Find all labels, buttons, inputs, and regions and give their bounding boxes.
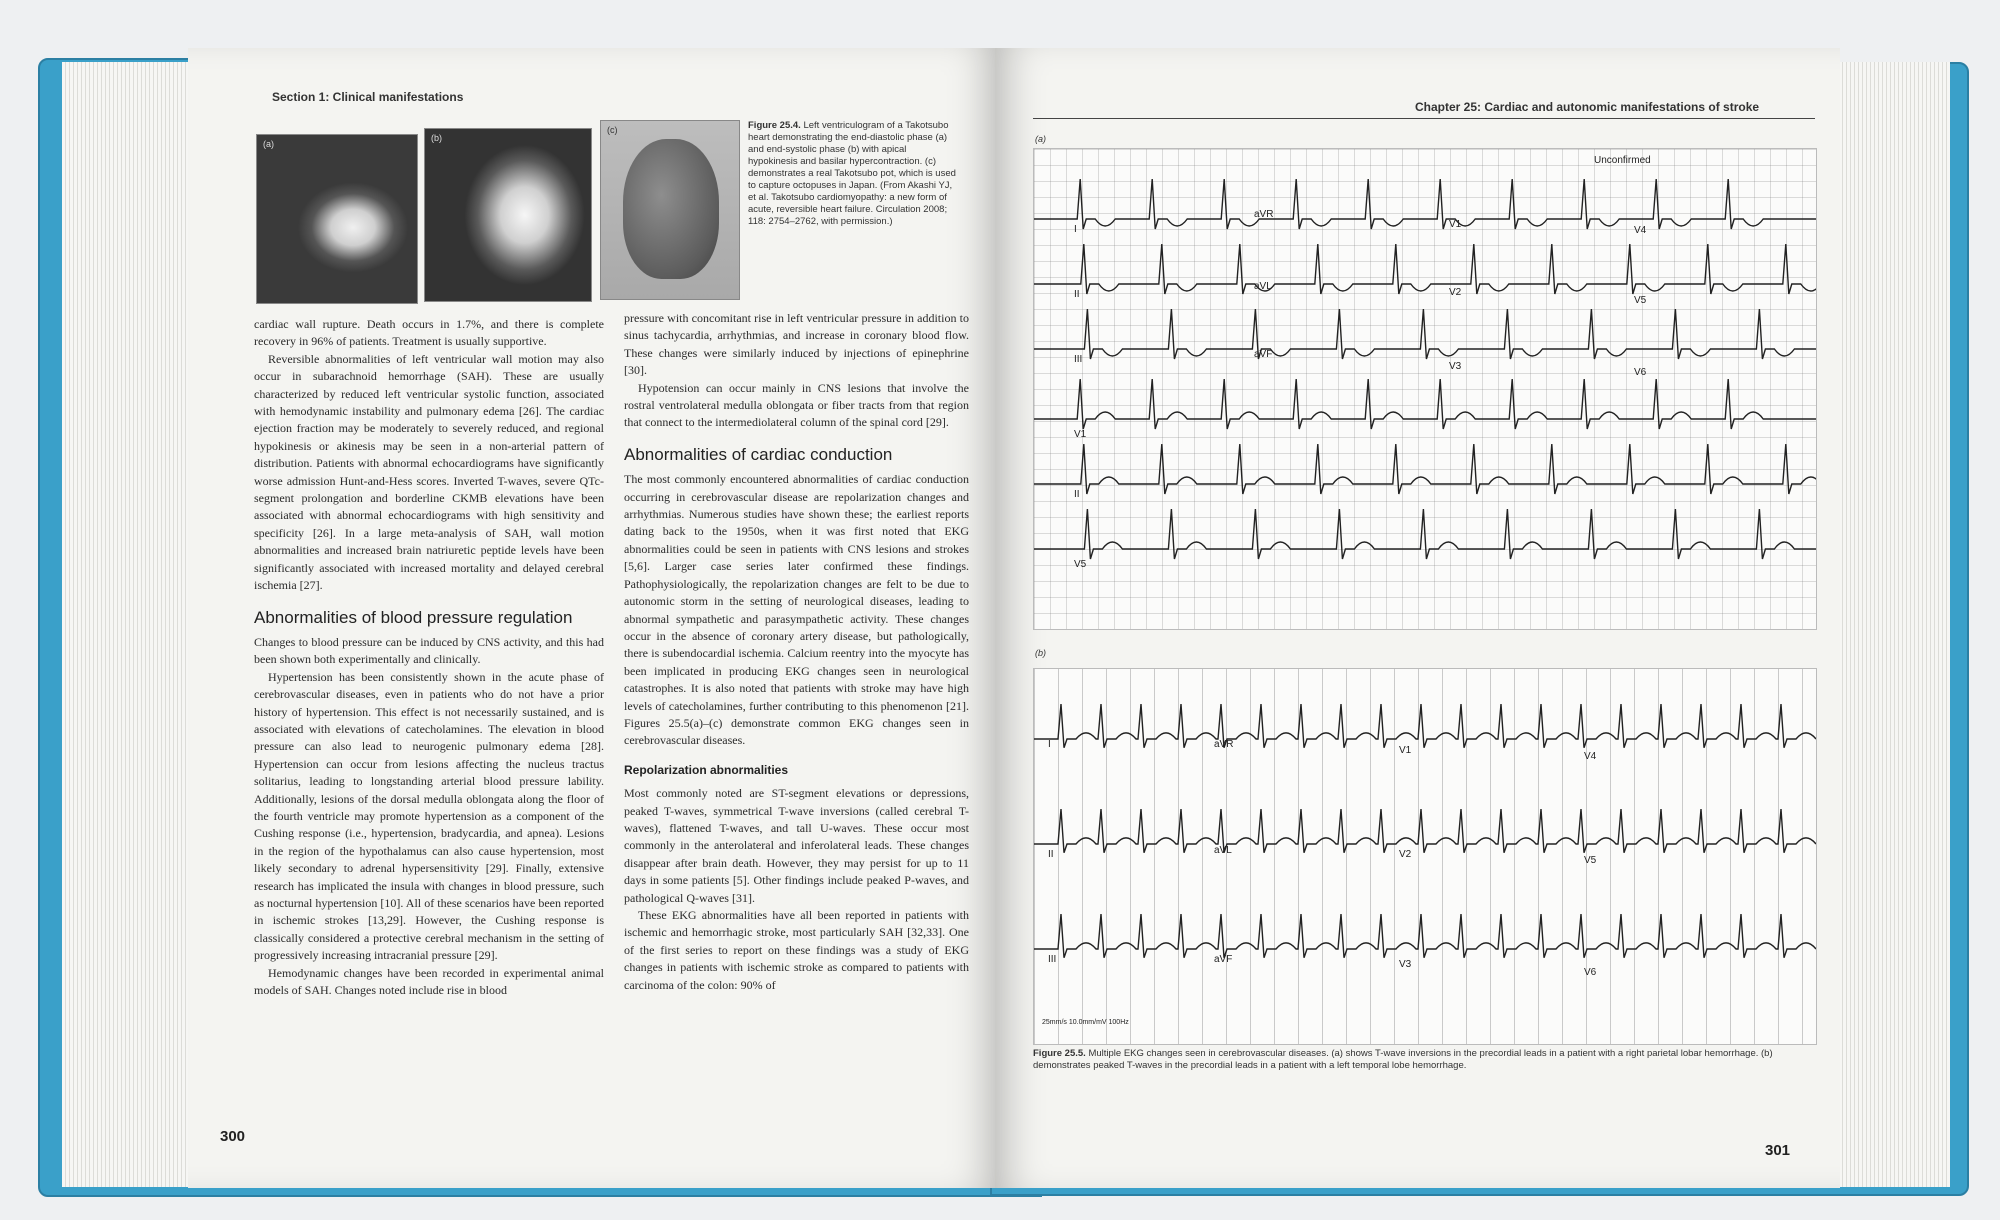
- lead-label: V4: [1634, 225, 1647, 236]
- lead-label: V2: [1449, 287, 1462, 298]
- ecg-trace-line: [1034, 309, 1816, 359]
- figure-25-4-caption: [748, 120, 958, 228]
- lead-label: I: [1074, 224, 1077, 235]
- ecg-tracing-b: [1033, 668, 1817, 1045]
- figure-25-4-label: Figure 25.4.: [748, 120, 801, 131]
- lead-label: V3: [1399, 959, 1412, 970]
- ecg-trace-line: [1034, 244, 1816, 294]
- ecg-trace-line: [1034, 509, 1816, 559]
- ecg-a-traces: [1034, 149, 1816, 629]
- ecg-trace-line: [1034, 379, 1816, 429]
- figure-25-4-text: Left ventriculogram of a Takotsubo heart demonstrating the end-diastolic phase (a) and end-systolic phase (b) with apical hypokinesis and basilar hypercontraction. (c) demonstrates a real Takotsubo pot, which is used to capture octopuses in Japan. (From Akashi YJ, et al. Takotsubo cardiomyopathy: a new form of acute, reversible heart failure. Circulation 2008; 118: 2754–2762, with permission.): [748, 120, 956, 227]
- ecg-trace-line: [1034, 179, 1816, 229]
- lead-label: aVF: [1214, 954, 1233, 965]
- figure-25-5-label: Figure 25.5.: [1033, 1048, 1086, 1059]
- ecg-trace-line: [1034, 444, 1816, 494]
- page-number-right: 301: [1765, 1142, 1791, 1159]
- left-column-2: [624, 310, 969, 994]
- right-page: [995, 48, 1840, 1188]
- page-stack-left: [62, 62, 192, 1187]
- lead-label: V1: [1449, 219, 1462, 230]
- paragraph: Hemodynamic changes have been recorded in experimental animal models of SAH. Changes noted include rise in blood: [254, 965, 604, 998]
- takotsubo-pot-image: [600, 120, 740, 300]
- lead-label: V6: [1584, 967, 1597, 978]
- panel-label-b: (b): [431, 133, 442, 143]
- paragraph: The most commonly encountered abnormalities of cardiac conduction occurring in cerebrovascular disease are repolarization changes and arrhythmias. Numerous studies have shown these; the earliest reports dating back to the 1950s, when it was first noted that EKG abnormalities could be seen in patients with CNS lesions and strokes [5,6]. Larger case series later confirmed these findings. Pathophysiologically, the repolarization changes are felt to be due to autonomic storm in the setting of neurological diseases, leading to abnormal sympathetic and parasympathetic activity. These changes occur in the absence of coronary artery disease, but pathologically, there is subendocardial ischemia. Calcium reentry into the myocyte has been implicated in producing EKG changes seen in neurological catastrophes. It is also noted that patients with stroke may have high levels of catecholamines, further contributing to this phenomenon [21]. Figures 25.5(a)–(c) demonstrate common EKG changes seen in cerebrovascular diseases.: [624, 472, 969, 748]
- ventriculogram-systolic-image: [424, 128, 592, 302]
- paragraph: Changes to blood pressure can be induced by CNS activity, and this had been shown both experimentally and clinically.: [254, 634, 604, 667]
- panel-label-c: (c): [607, 125, 618, 135]
- lead-label: V2: [1399, 849, 1412, 860]
- ecg-calibration: 25mm/s 10.0mm/mV 100Hz: [1042, 1019, 1129, 1026]
- section-heading: Abnormalities of blood pressure regulation: [254, 607, 573, 627]
- figure-25-5-text: Multiple EKG changes seen in cerebrovascular diseases. (a) shows T-wave inversions in the precordial leads in a patient with a right parietal lobar hemorrhage. (b) demonstrates peaked T-waves in the precordial leads in a patient with a left temporal lobe hemorrhage.: [1033, 1048, 1773, 1071]
- paragraph: These EKG abnormalities have all been reported in patients with ischemic and hemorrhagic stroke, most particularly SAH [32,33]. One of the first series to report on these findings was a study of EKG changes in patients with ischemic stroke as compared to patients with carcinoma of the colon: 90% of: [624, 908, 969, 992]
- lead-label: aVF: [1254, 349, 1273, 360]
- paragraph: Hypertension has been consistently shown in the acute phase of cerebrovascular diseases, even in patients who do not have a prior history of hypertension. This effect is not necessarily sustained, and is associated with elevations of catecholamines. The elevation in blood pressure can also lead to neurogenic pulmonary edema [28]. Hypertension can occur from lesions affecting the nucleus tractus solitarius, leading to longstanding arterial blood pressure lability. Additionally, lesions of the dorsal medulla oblongata along the floor of the fourth ventricle may promote hypertension as a component of the Cushing response (i.e., hypertension, bradycardia, and apnea). Lesions in the region of the hypothalamus can also cause hypertension, most likely secondary to adrenal hypersensitivity [29]. Finally, extensive research has implicated the insula with changes in blood pressure, such as nocturnal hypertension [10]. All of these scenarios have been reported in ischemic strokes [13,29]. However, the Cushing response is classically considered a protective cerebral mechanism in the setting of progressively increasing intracranial pressure [29].: [254, 669, 604, 963]
- lead-label: V5: [1074, 559, 1087, 570]
- subsection-heading: Repolarization abnormalities: [624, 762, 789, 777]
- section-heading: Abnormalities of cardiac conduction: [624, 444, 893, 464]
- paragraph: pressure with concomitant rise in left ventricular pressure in addition to sinus tachycardia, arrhythmias, and increase in coronary blood flow. These changes were similarly induced by injections of epinephrine [30].: [624, 311, 969, 378]
- lead-label: aVR: [1254, 209, 1274, 220]
- lead-label: aVR: [1214, 739, 1234, 750]
- ecg-trace-line: [1034, 914, 1816, 958]
- figure-25-5-caption: [1033, 1048, 1823, 1072]
- panel-label-a: (a): [263, 139, 274, 149]
- lead-label: V4: [1584, 751, 1597, 762]
- page-stack-right: [1835, 62, 1950, 1187]
- ecg-trace-line: [1034, 809, 1816, 853]
- ecg-panel-label-a: (a): [1035, 134, 1046, 144]
- lead-label: II: [1074, 289, 1080, 300]
- lead-label: II: [1074, 489, 1080, 500]
- lead-label: II: [1048, 849, 1054, 860]
- lead-label: V5: [1584, 855, 1597, 866]
- lead-label: III: [1048, 954, 1057, 965]
- left-column-1: [254, 316, 604, 999]
- ecg-status: Unconfirmed: [1594, 155, 1651, 166]
- lead-label: aVL: [1254, 281, 1272, 292]
- paragraph: Most commonly noted are ST-segment elevations or depressions, peaked T-waves, symmetrical T-wave inversions (called cerebral T-waves), flattened T-waves, and tall U-waves. These occur most commonly in the anterolateral and inferolateral leads. These changes disappear after brain death. However, they may persist for up to 11 days in some patients [5]. Other findings include peaked P-waves, and pathological Q-waves [31].: [624, 786, 969, 905]
- ecg-b-traces: [1034, 669, 1816, 1044]
- lead-label: V1: [1399, 745, 1412, 756]
- paragraph: cardiac wall rupture. Death occurs in 1.7%, and there is complete recovery in 96% of patients. Treatment is usually supportive.: [254, 317, 604, 349]
- page-number-left: 300: [220, 1128, 246, 1145]
- lead-label: V6: [1634, 367, 1647, 378]
- lead-label: V5: [1634, 295, 1647, 306]
- running-head-right: Chapter 25: Cardiac and autonomic manifestations of stroke: [1415, 100, 1760, 114]
- lead-label: III: [1074, 354, 1083, 365]
- paragraph: Reversible abnormalities of left ventricular wall motion may also occur in subarachnoid hemorrhage (SAH). These are usually characterized by reduced left ventricular systolic function, associated with hemodynamic instability and pulmonary edema [26]. The cardiac ejection fraction may be moderately to severely reduced, and regional hypokinesis or akinesis may be seen in a non-arterial pattern of distribution. Patients with abnormal echocardiograms have significantly worse admission Hunt-and-Hess scores. Inverted T-waves, severe QTc-segment prolongation and borderline CKMB elevations have been associated with abnormal echocardiograms with high sensitivity and specificity [26]. In a large meta-analysis of SAH, wall motion abnormalities and increased brain natriuretic peptide levels have been significantly associated with increased mortality and delayed cerebral ischemia [27].: [254, 351, 604, 593]
- paragraph: Hypotension can occur mainly in CNS lesions that involve the rostral ventrolateral medulla oblongata or fiber tracts from that region that connect to the intermediolateral column of the spinal cord [29].: [624, 380, 969, 430]
- left-page: [188, 48, 998, 1188]
- ecg-tracing-a: [1033, 148, 1817, 630]
- ecg-panel-label-b: (b): [1035, 648, 1046, 658]
- running-head-left: Section 1: Clinical manifestations: [272, 90, 464, 104]
- ventriculogram-diastolic-image: [256, 134, 418, 304]
- lead-label: V3: [1449, 361, 1462, 372]
- lead-label: I: [1048, 739, 1051, 750]
- lead-label: aVL: [1214, 845, 1232, 856]
- lead-label: V1: [1074, 429, 1087, 440]
- ecg-trace-line: [1034, 704, 1816, 748]
